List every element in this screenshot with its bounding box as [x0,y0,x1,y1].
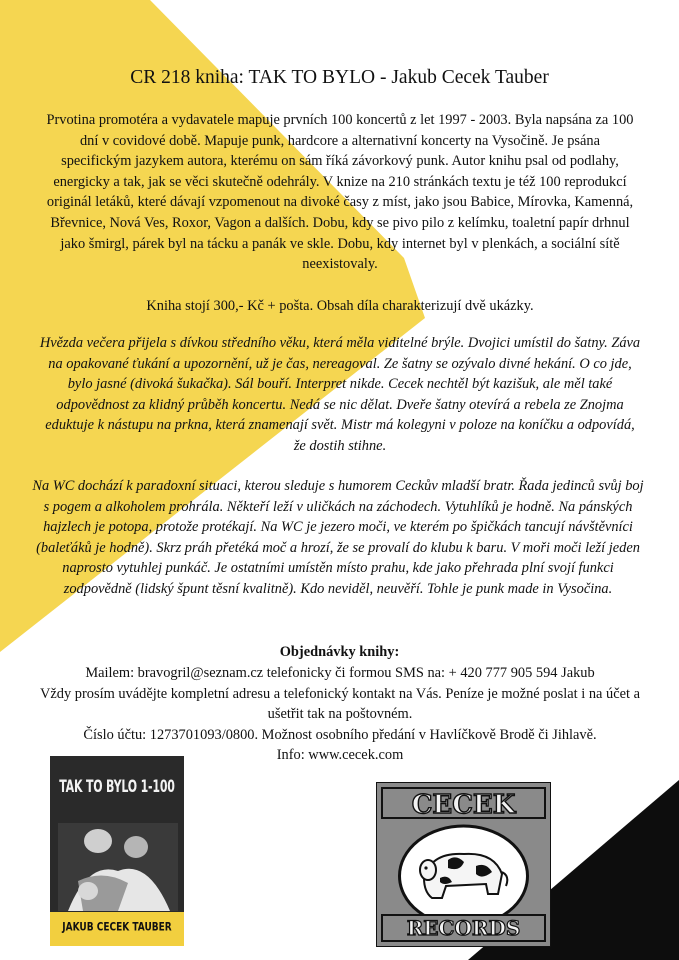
page-title: CR 218 kniha: TAK TO BYLO - Jakub Cecek Tauber [130,67,549,88]
intro-paragraph: Prvotina promotéra a vydavatele mapuje prvních 100 koncertů z let 1997 - 2003. Byla napsána za 100 dní v covidové době. Mapuje punk, hardcore a alternativní koncerty na Vysočině. Je psána specifickým jazykem autora, kterému on sám říká závorkový punk. Autor knihu psal od podlahy, energicky a tak, jak se věci skutečně odehrály. V knize na 210 stránkách textu je též 100 reprodukcí originál letáků, které dávají vzpomenout na divoké časy z míst, jako jsou Babice, Mírovka, Kamenná, Břevnice, Nová Ves, Roxor, Vagon a dalších. Dobu, kdy se pivo pilo z kelímku, toaletní papír drhnul jako šmirgl, párek byl na tácku a panák ve skle. Dobu, kdy internet byl v plenkách, a sociální sítě neexistovaly. [46,112,634,273]
orders-info [40,663,640,766]
book-cover-title: TAK TO BYLO 1-100 [59,776,175,797]
logo-top-text: CECEK [411,790,516,820]
book-cover-photo [58,811,178,911]
book-cover-image [50,756,184,946]
excerpt-paragraph-1: Hvězda večera přijela s dívkou středního věku, která měla viditelné brýle. Dvojici umístil do šatny. Záva na opakované ťukání a upozornění, už je čas, nereagoval. Ze šatny se ozývalo divné hekání. O co jde, bylo jasné (divoká šukačka). Sál bouří. Interpret nikde. Cecek nechtěl být kazišuk, ale měl také odpovědnost za klidný průběh koncertu. Nedá se nic dělat. Dveře šatny otevírá a rebela ze Znojma eduktuje k nástupu na prkna, která znamenají svět. Mistr má kolegyni v poloze na koníčku a odpovídá, že dostih stihne. [39,335,641,454]
price-paragraph: Kniha stojí 300,- Kč + pošta. Obsah díla charakterizují dvě ukázky. [146,298,534,314]
orders-contact-line: Mailem: bravogril@seznam.cz telefonicky či formou SMS na: + 420 777 905 594 Jakub [85,665,595,681]
orders-info-link[interactable]: Info: www.cecek.com [276,747,404,764]
orders-address-note: Vždy prosím uvádějte kompletní adresu a telefonický kontakt na Vás. Peníze je možné poslat i na účet a ušetřit tak na poštovném. [40,685,640,723]
orders-account-line: Číslo účtu: 1273701093/0800. Možnost osobního předání v Havlíčkově Brodě či Jihlavě. [83,726,597,743]
excerpt-paragraph-2: Na WC dochází k paradoxní situaci, kterou sleduje s humorem Ceckův mladší bratr. Řada jedinců svůj boj s pogem a alkoholem prohrála. Někteří leží v uličkách na záchodech. Vytuhlíků je hodně. Na pánských hajzlech je potopa, protože protékají. Na WC je jezero moči, ve kterém po špičkách tancují návštěvníci (baleťáků je hodně). Skrz práh přetéká moč a hrozí, že se provalí do klubu k baru. V moři moči leží jeden naprosto vytuhlej punkáč. Je ostatními umístěn místo prahu, kde jako přehrada plní svojí funkci zodpovědně (lidský špunt těsní kvalitně). Kdo neviděl, neuvěří. Tohle je punk made in Vysočina. [32,478,644,597]
logo-bottom-text: RECORDS [406,916,521,940]
book-cover-author: JAKUB CECEK TAUBER [62,921,172,935]
cecek-records-logo [376,782,551,947]
orders-heading: Objednávky knihy: [279,644,400,660]
